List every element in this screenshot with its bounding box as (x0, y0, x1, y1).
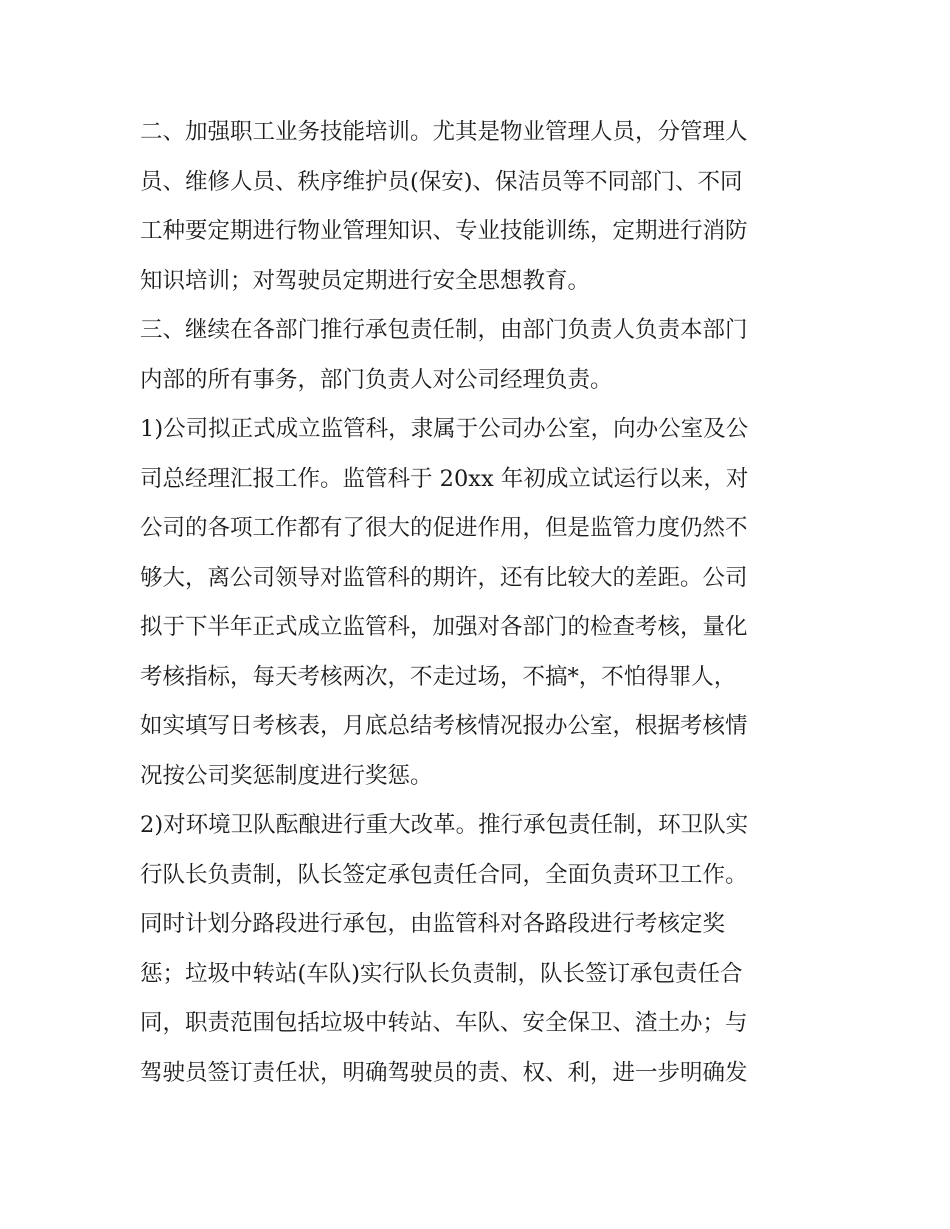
text-line: 惩；垃圾中转站(车队)实行队长负责制，队长签订承包责任合 (140, 960, 743, 987)
text-line: 工种要定期进行物业管理知识、专业技能训练，定期进行消防 (140, 218, 748, 244)
text-line: 如实填写日考核表，月底总结考核情况报办公室，根据考核情 (140, 713, 748, 739)
text-line: 同时计划分路段进行承包，由监管科对各路段进行考核定奖 (140, 911, 726, 937)
text-line: 况按公司奖惩制度进行奖惩。 (140, 762, 433, 789)
text-line: 公司的各项工作都有了很大的促进作用，但是监管力度仍然不 (140, 515, 748, 541)
text-line: 驾驶员签订责任状，明确驾驶员的责、权、利，进一步明确发 (140, 1059, 748, 1086)
text-line: 2)对环境卫队酝酿进行重大改革。推行承包责任制，环卫队实 (140, 812, 749, 838)
text-line: 够大，离公司领导对监管科的期许，还有比较大的差距。公司 (140, 564, 748, 591)
text-line: 员、维修人员、秩序维护员(保安)、保洁员等不同部门、不同 (140, 168, 743, 195)
text-line: 知识培训；对驾驶员定期进行安全思想教育。 (140, 267, 591, 294)
text-line: 三、继续在各部门推行承包责任制，由部门负责人负责本部门 (140, 317, 748, 343)
text-line: 司总经理汇报工作。监管科于 20xx 年初成立试运行以来，对 (140, 465, 749, 492)
text-line: 拟于下半年正式成立监管科，加强对各部门的检查考核，量化 (140, 614, 748, 640)
text-line: 同，职责范围包括垃圾中转站、车队、安全保卫、渣土办；与 (140, 1010, 748, 1036)
body-text (140, 108, 820, 1098)
text-line: 二、加强职工业务技能培训。尤其是物业管理人员，分管理人 (140, 119, 748, 145)
text-line: 内部的所有事务，部门负责人对公司经理负责。 (140, 366, 613, 393)
text-line: 1)公司拟正式成立监管科，隶属于公司办公室，向办公室及公 (140, 416, 749, 442)
text-line: 考核指标，每天考核两次，不走过场，不搞*，不怕得罪人， (140, 663, 737, 690)
text-line: 行队长负责制，队长签定承包责任合同，全面负责环卫工作。 (140, 861, 748, 888)
